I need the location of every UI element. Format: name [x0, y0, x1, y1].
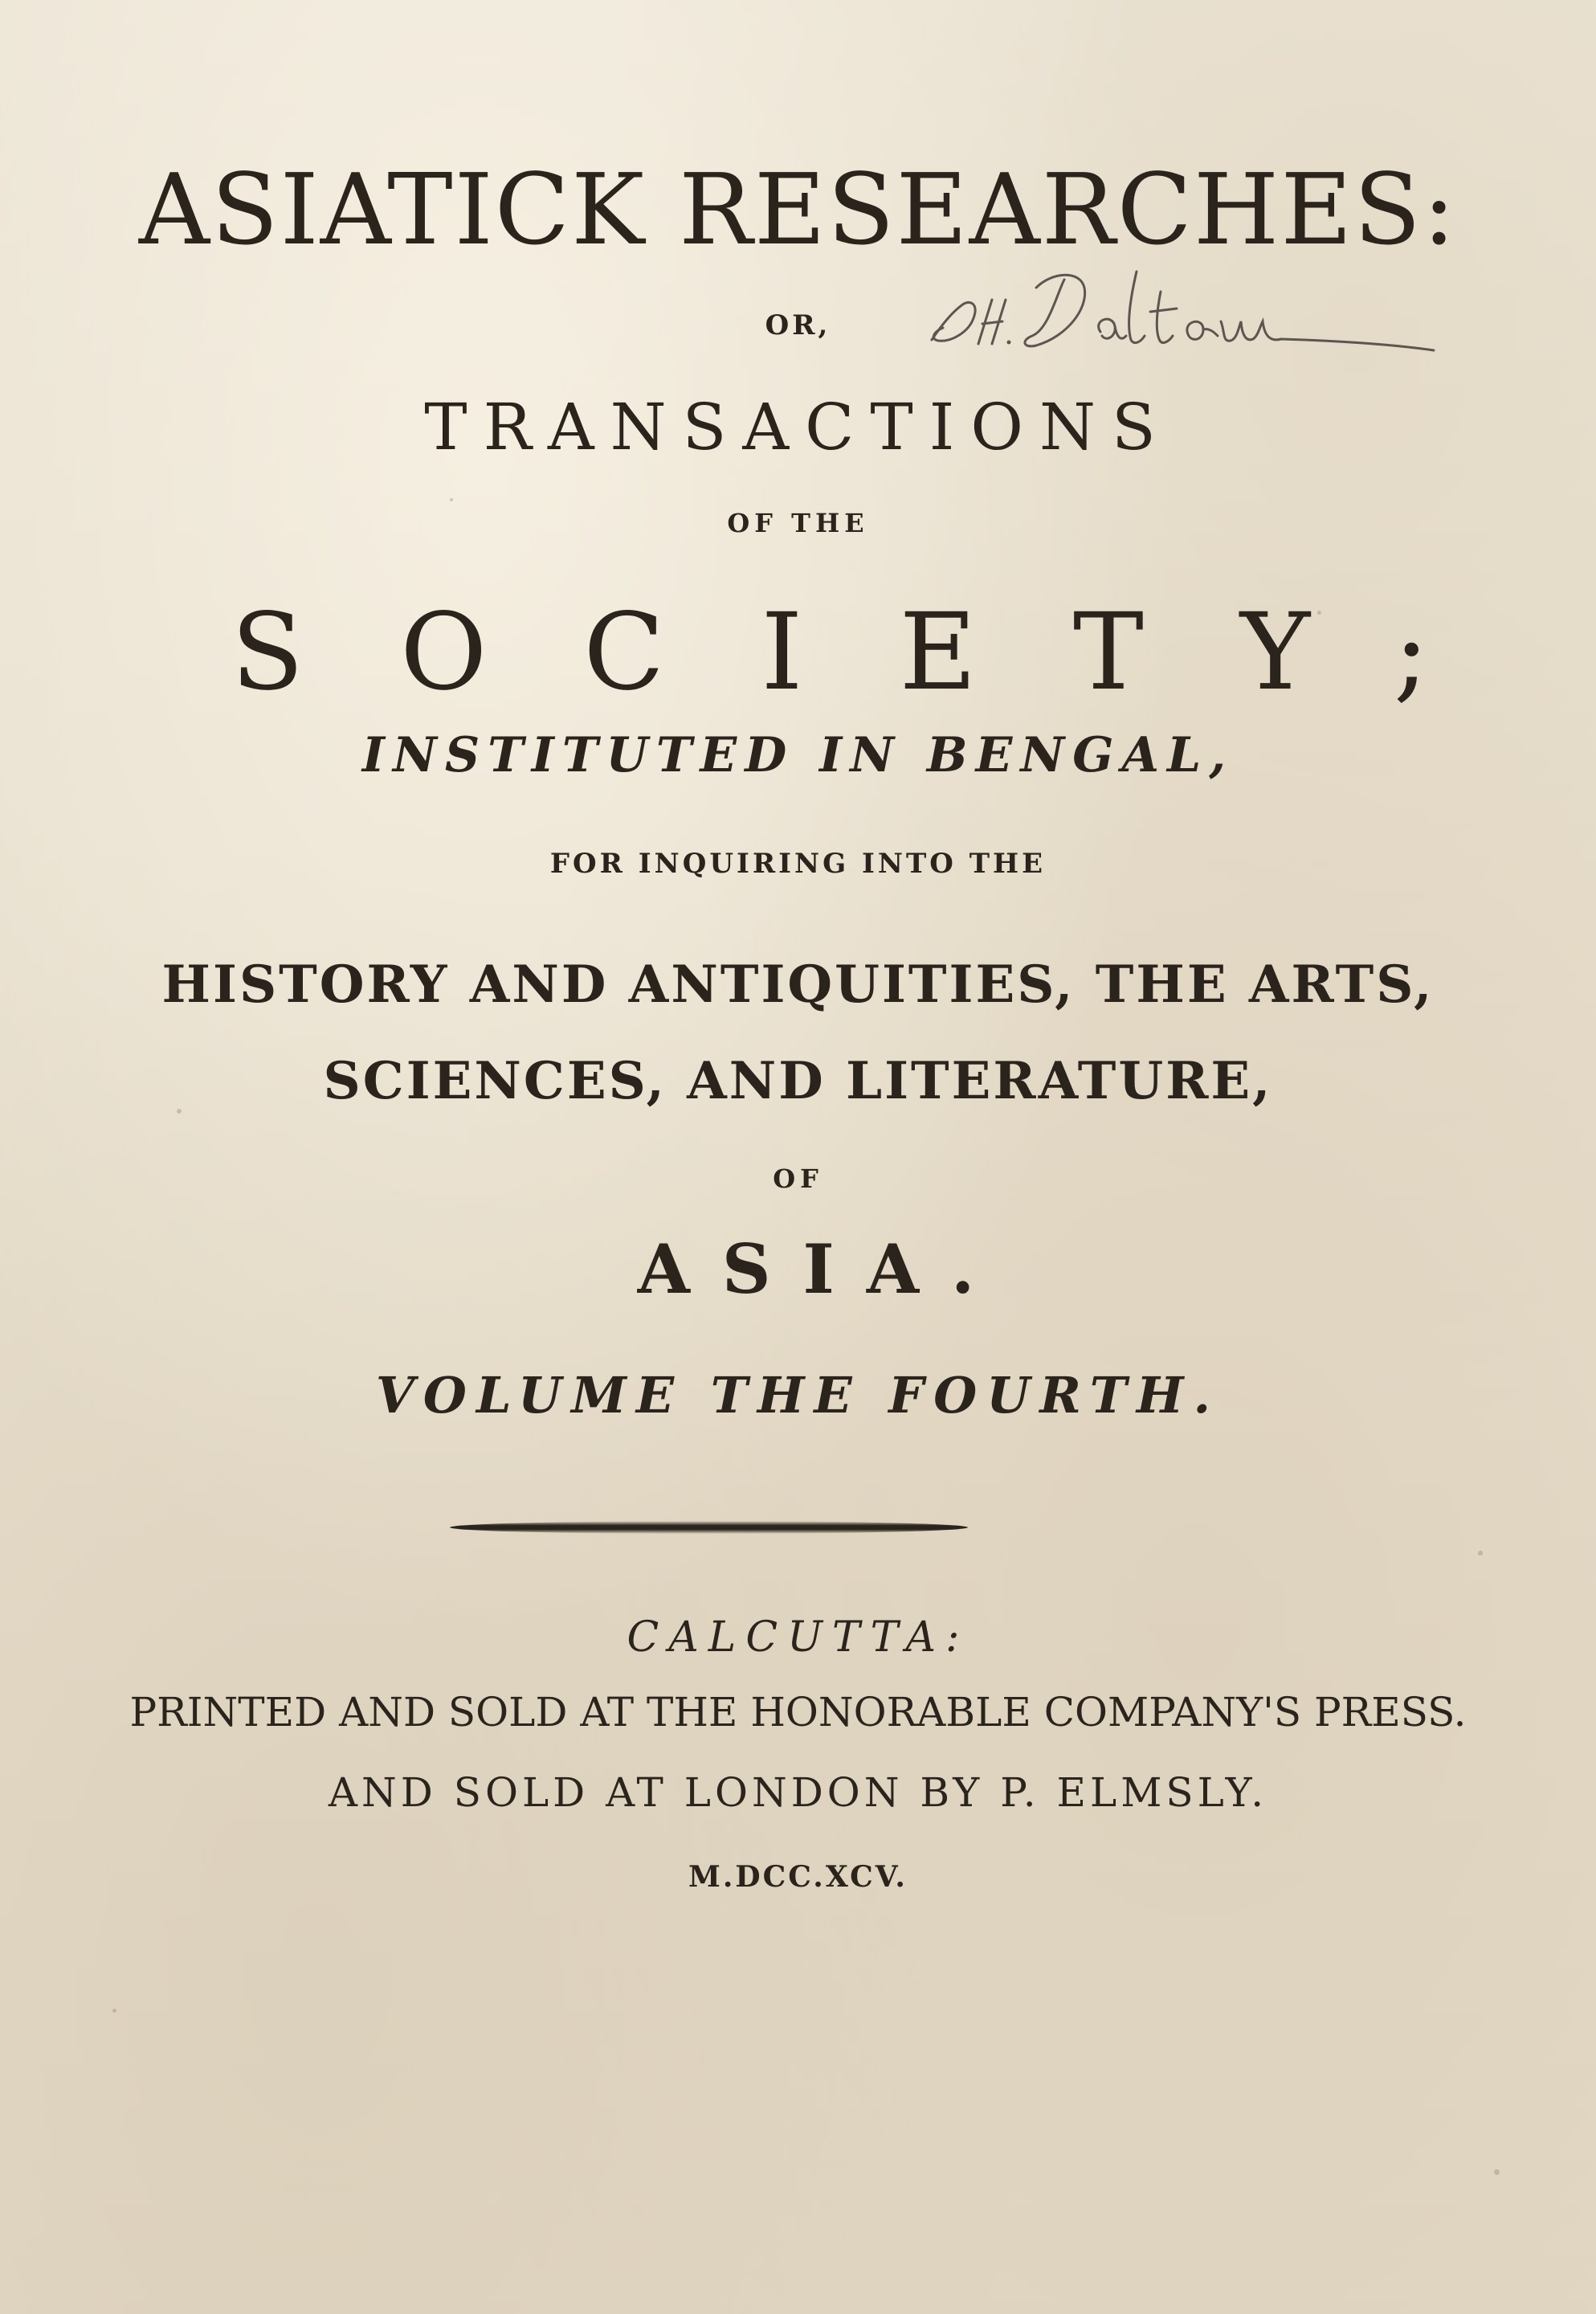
paper-stain — [450, 498, 453, 501]
inquiring-line: FOR INQUIRING INTO THE — [549, 848, 1047, 880]
history-line: HISTORY AND ANTIQUITIES, THE ARTS, — [161, 955, 1435, 1015]
london-seller-line: AND SOLD AT LONDON BY P. ELMSLY. — [328, 1769, 1268, 1816]
printer-line: PRINTED AND SOLD AT THE HONORABLE COMPANY'S PRESS. — [129, 1689, 1467, 1736]
of-the-line: OF THE — [727, 508, 869, 538]
publication-date: M.DCC.XCV. — [688, 1860, 908, 1894]
place-line: CALCUTTA: — [627, 1613, 969, 1662]
instituted-line: INSTITUTED IN BENGAL, — [361, 727, 1235, 783]
main-title: ASIATICK RESEARCHES: — [138, 153, 1458, 267]
asia-heading: ASIA. — [637, 1229, 1007, 1309]
paper-stain — [1478, 1551, 1483, 1556]
divider-rule — [450, 1521, 968, 1534]
of-line: OF — [773, 1163, 823, 1194]
volume-line: VOLUME THE FOURTH. — [375, 1366, 1221, 1425]
sciences-line: SCIENCES, AND LITERATURE, — [323, 1051, 1273, 1111]
transactions-heading: TRANSACTIONS — [424, 390, 1172, 464]
society-heading: SOCIETY; — [231, 591, 1526, 714]
subtitle-or: OR, — [765, 309, 831, 341]
paper-stain — [1494, 2169, 1500, 2175]
paper-stain — [112, 2009, 116, 2013]
